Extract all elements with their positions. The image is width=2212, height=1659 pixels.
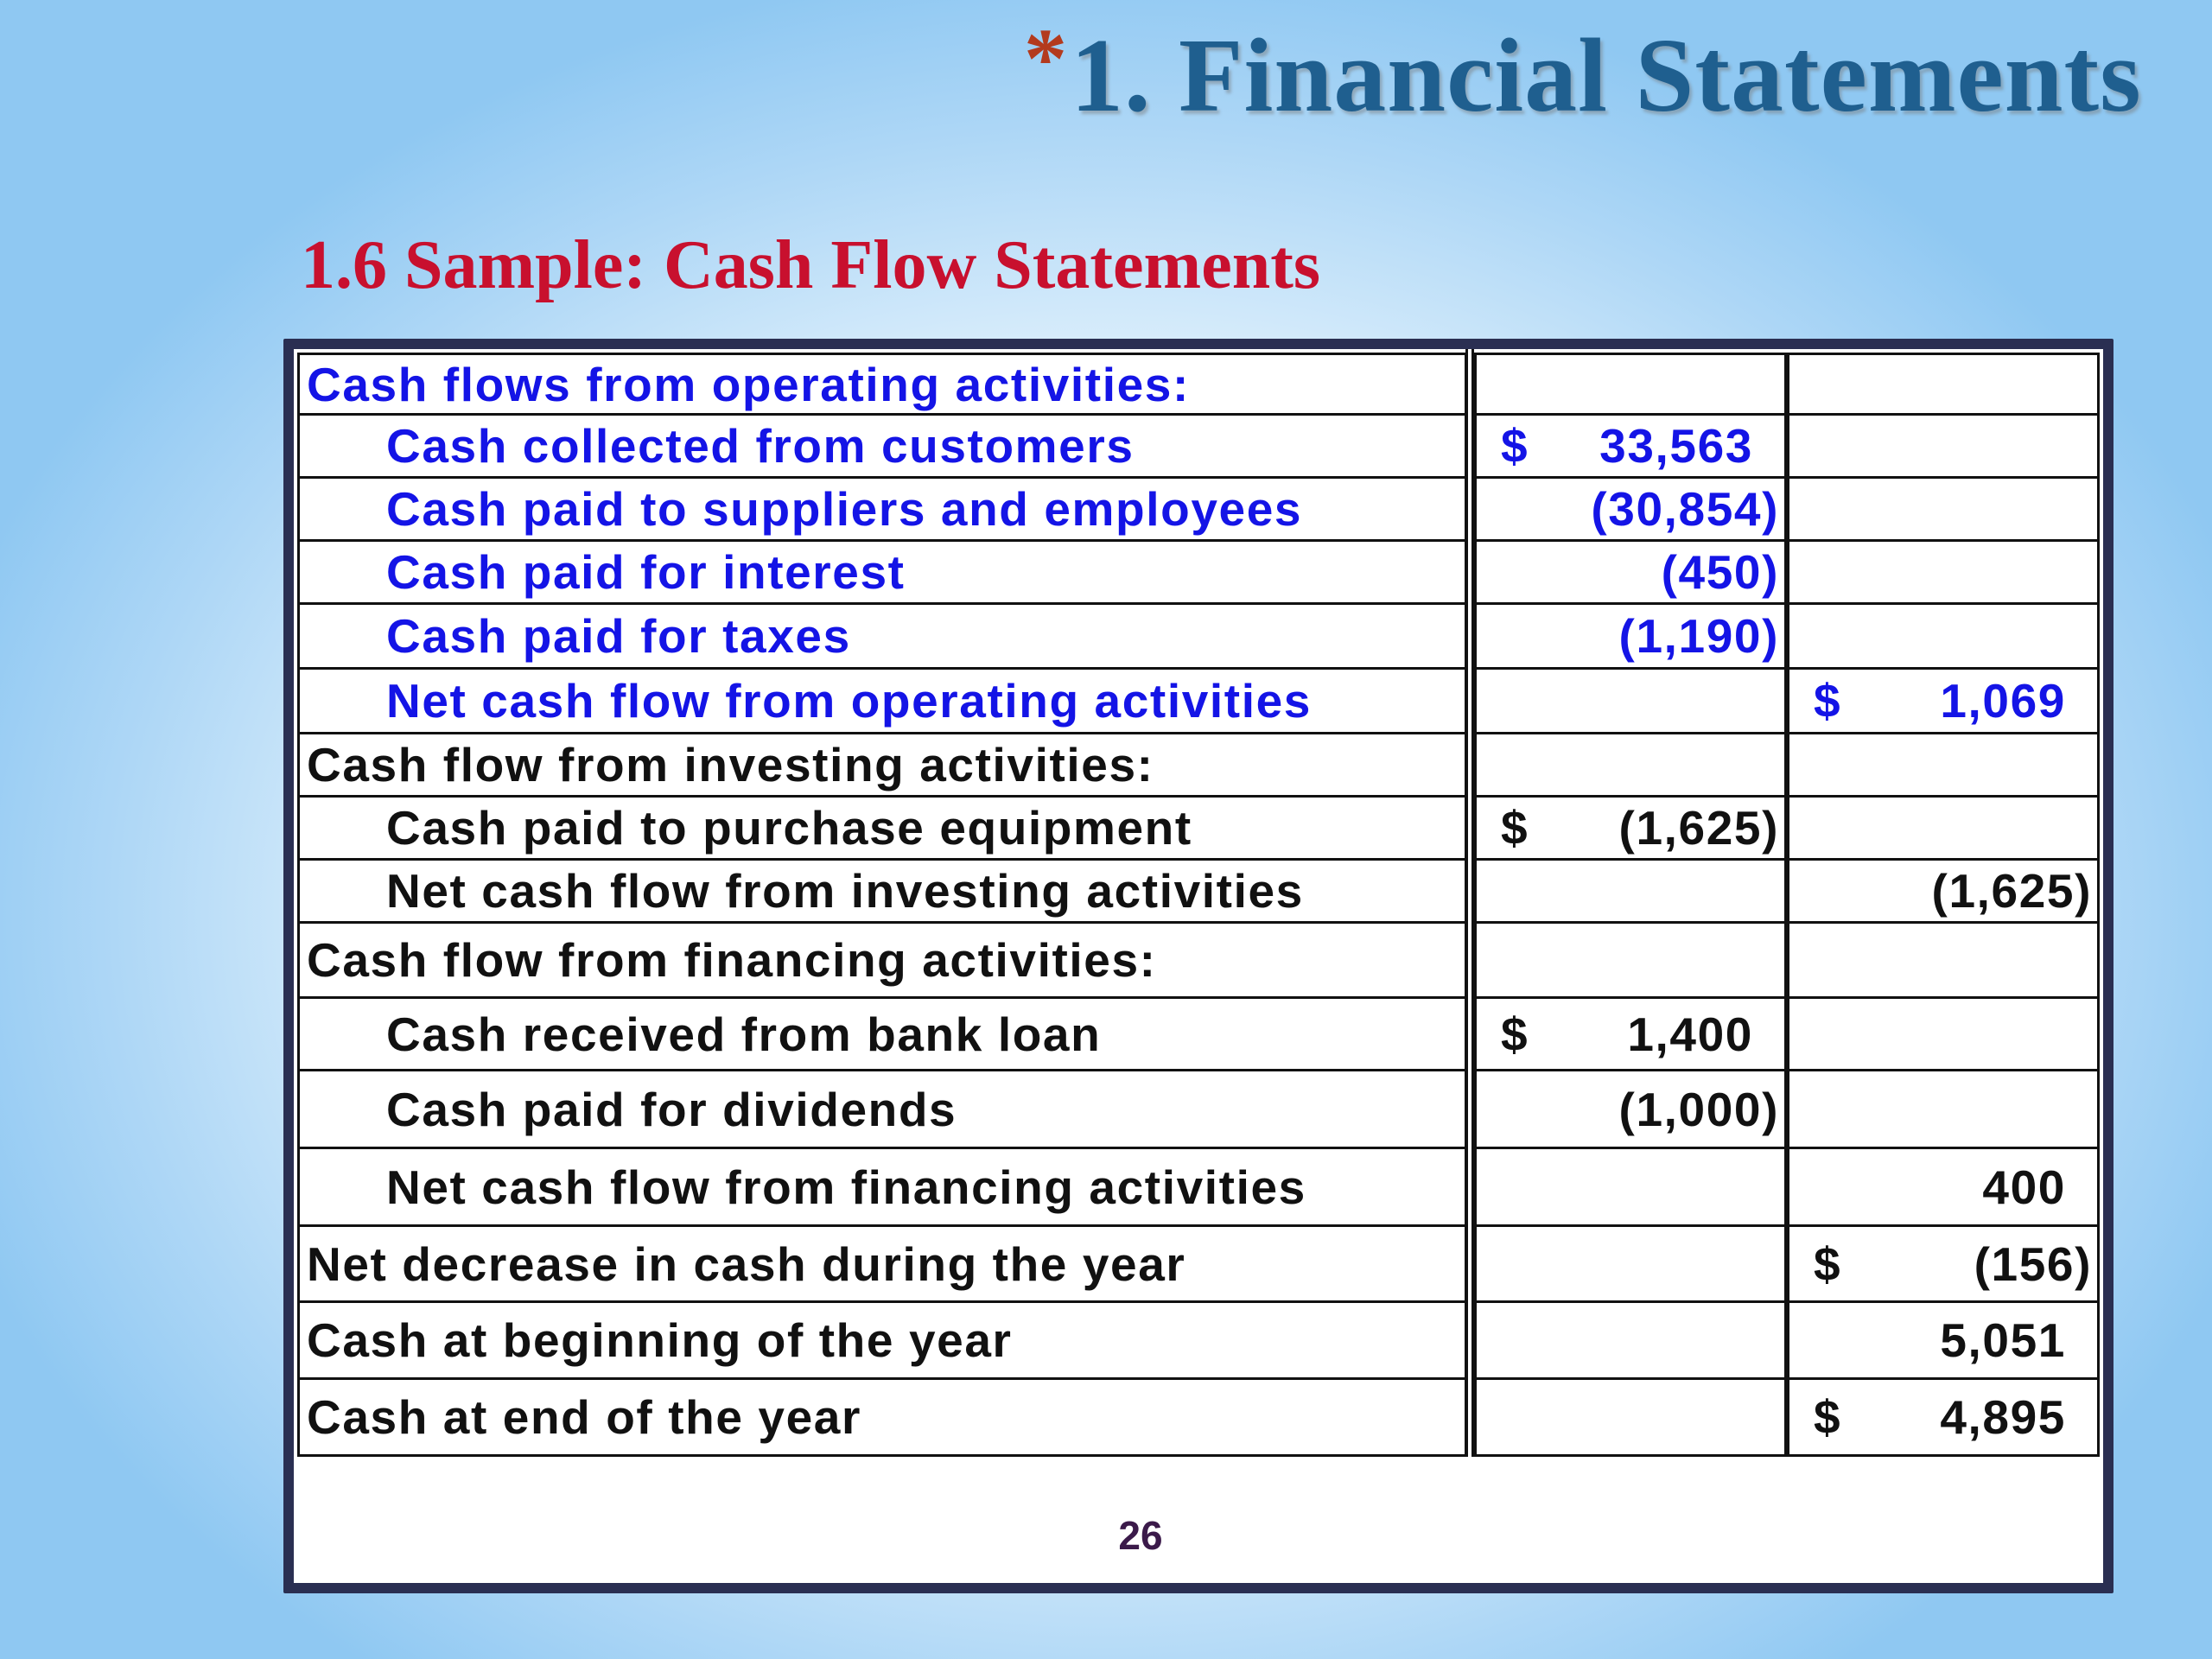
row-label: Cash paid to suppliers and employees <box>297 479 1467 542</box>
amount-cell <box>1474 1303 1787 1380</box>
total-cell <box>1787 542 2100 605</box>
total-cell <box>1787 353 2100 416</box>
amount-cell <box>1474 1227 1787 1303</box>
dollar-sign: $ <box>1501 1007 1529 1061</box>
total-value: 1,069 <box>1940 674 2066 728</box>
row-label: Net cash flow from investing activities <box>297 861 1467 924</box>
table-row <box>294 1071 2103 1149</box>
slide-title-text: 1. Financial Statements <box>1071 17 2142 134</box>
amount-value: (1,000) <box>1618 1082 1779 1136</box>
row-label: Cash flow from investing activities: <box>297 734 1467 798</box>
total-value: (1,625) <box>1931 864 2092 918</box>
amount-cell <box>1474 479 1787 542</box>
row-label: Cash at end of the year <box>297 1380 1467 1457</box>
total-cell <box>1787 798 2100 861</box>
total-value: 400 <box>1982 1160 2066 1214</box>
row-label: Cash paid for taxes <box>297 605 1467 670</box>
row-label: Cash paid to purchase equipment <box>297 798 1467 861</box>
row-label: Cash collected from customers <box>297 416 1467 479</box>
dollar-sign: $ <box>1814 674 1842 728</box>
total-cell <box>1787 1071 2100 1149</box>
dollar-sign: $ <box>1814 1236 1842 1291</box>
total-value: 5,051 <box>1940 1313 2066 1367</box>
amount-cell <box>1474 1380 1787 1457</box>
table-row <box>294 416 2103 479</box>
table-row <box>294 479 2103 542</box>
total-cell <box>1787 1303 2100 1380</box>
amount-cell <box>1474 670 1787 734</box>
table-row <box>294 1227 2103 1303</box>
row-label: Net cash flow from operating activities <box>297 670 1467 734</box>
table-row <box>294 670 2103 734</box>
total-value: 4,895 <box>1940 1390 2066 1444</box>
total-cell <box>1787 861 2100 924</box>
asterisk-bullet: * <box>1024 10 1067 106</box>
amount-value: (30,854) <box>1591 482 1779 536</box>
total-cell <box>1787 1380 2100 1457</box>
amount-cell <box>1474 924 1787 999</box>
amount-value: 33,563 <box>1599 419 1753 473</box>
amount-cell <box>1474 353 1787 416</box>
amount-value: (1,625) <box>1618 801 1779 855</box>
amount-cell <box>1474 798 1787 861</box>
total-cell <box>1787 605 2100 670</box>
total-cell <box>1787 1149 2100 1227</box>
amount-value: (1,190) <box>1618 609 1779 663</box>
table-row <box>294 1149 2103 1227</box>
total-value: (156) <box>1974 1236 2092 1291</box>
amount-cell <box>1474 1071 1787 1149</box>
table-row <box>294 605 2103 670</box>
table-row <box>294 353 2103 416</box>
amount-cell <box>1474 605 1787 670</box>
row-label: Cash flow from financing activities: <box>297 924 1467 999</box>
section-subtitle: 1.6 Sample: Cash Flow Statements <box>301 227 1320 303</box>
table-row <box>294 1380 2103 1457</box>
table-row <box>294 734 2103 798</box>
row-label: Net cash flow from financing activities <box>297 1149 1467 1227</box>
table-row <box>294 861 2103 924</box>
table-row <box>294 999 2103 1071</box>
amount-cell <box>1474 1149 1787 1227</box>
total-cell <box>1787 416 2100 479</box>
amount-cell <box>1474 416 1787 479</box>
amount-cell <box>1474 542 1787 605</box>
total-cell <box>1787 670 2100 734</box>
column-separator <box>1465 349 1474 1457</box>
total-cell <box>1787 1227 2100 1303</box>
amount-cell <box>1474 734 1787 798</box>
page-number: 26 <box>1118 1513 1163 1558</box>
row-label: Cash flows from operating activities: <box>297 353 1467 416</box>
amount-value: 1,400 <box>1627 1007 1753 1061</box>
table-row <box>294 542 2103 605</box>
total-cell <box>1787 479 2100 542</box>
row-label: Cash at beginning of the year <box>297 1303 1467 1380</box>
table-row <box>294 924 2103 999</box>
dollar-sign: $ <box>1814 1390 1842 1444</box>
total-cell <box>1787 924 2100 999</box>
slide-title <box>1024 10 2142 145</box>
dollar-sign: $ <box>1501 801 1529 855</box>
amount-value: (450) <box>1661 545 1779 599</box>
amount-cell <box>1474 999 1787 1071</box>
table-row <box>294 1303 2103 1380</box>
amount-cell <box>1474 861 1787 924</box>
row-label: Cash paid for interest <box>297 542 1467 605</box>
dollar-sign: $ <box>1501 419 1529 473</box>
total-cell <box>1787 734 2100 798</box>
row-label: Net decrease in cash during the year <box>297 1227 1467 1303</box>
table-row <box>294 798 2103 861</box>
row-label: Cash received from bank loan <box>297 999 1467 1071</box>
row-label: Cash paid for dividends <box>297 1071 1467 1149</box>
total-cell <box>1787 999 2100 1071</box>
